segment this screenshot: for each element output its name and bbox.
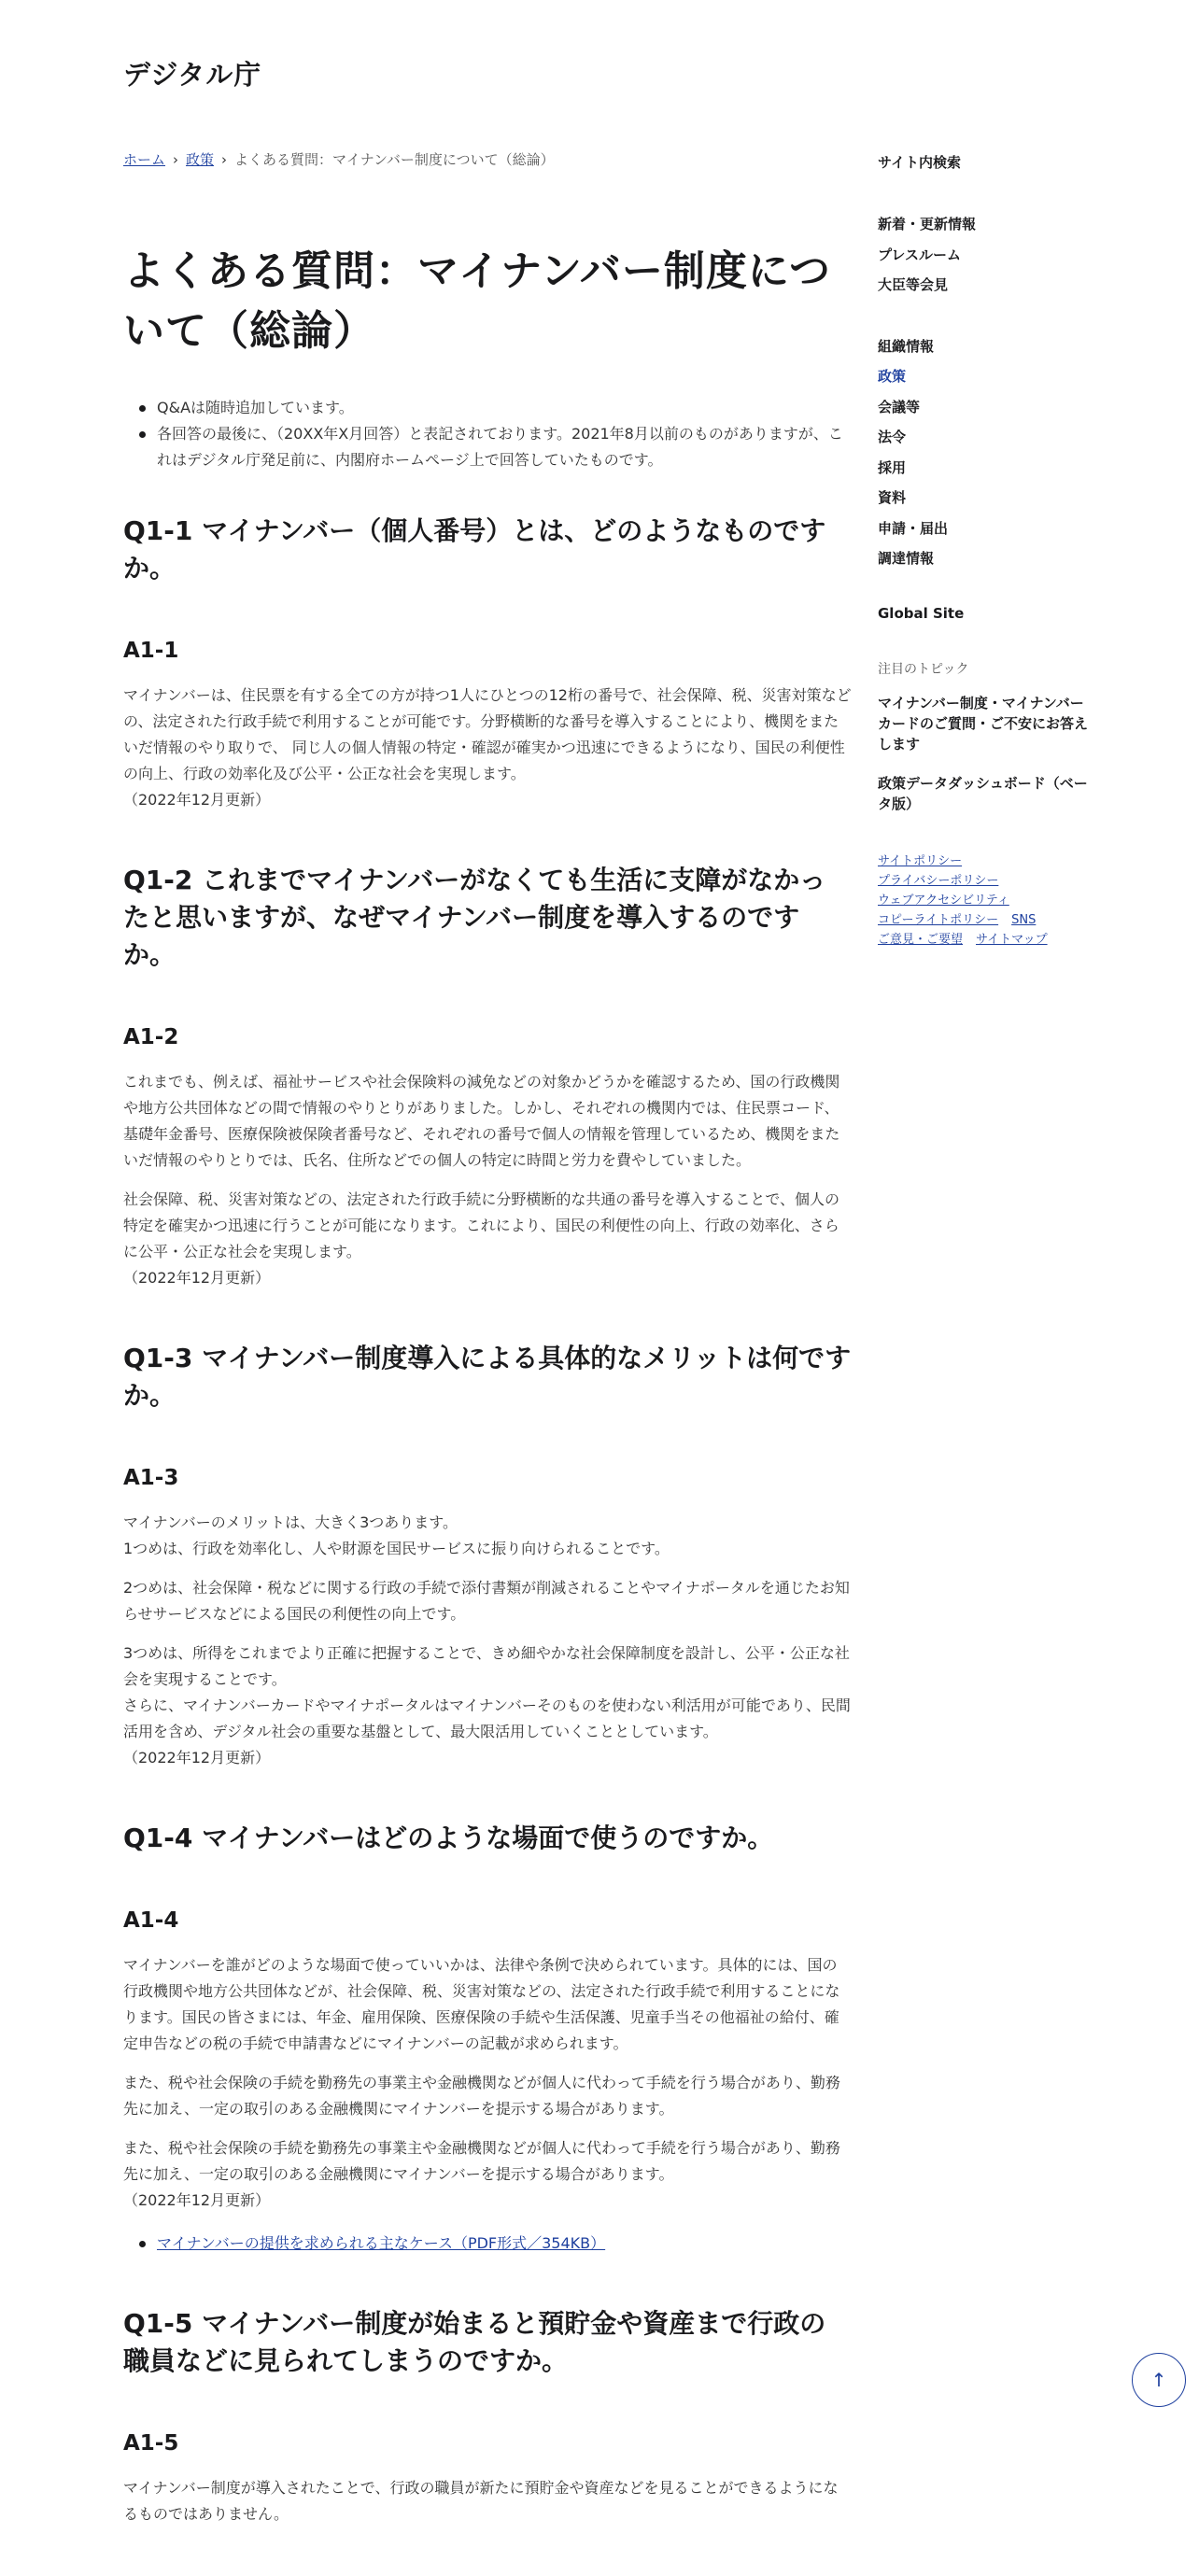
page-title: よくある質問：マイナンバー制度について（総論） bbox=[123, 247, 831, 355]
sidebar-item-procurement[interactable]: 調達情報 bbox=[878, 550, 935, 567]
breadcrumb bbox=[123, 149, 852, 169]
qa-block-1-4 bbox=[123, 1820, 852, 2257]
sidebar-item-pressroom[interactable]: プレスルーム bbox=[878, 246, 961, 263]
answer-paragraph: また、税や社会保険の手続を勤務先の事業主や金融機関などが個人に代わって手続を行う場合があり、勤務先に加え、一定の取引のある金融機関にマイナンバーを提示する場合があります。 bbox=[123, 2074, 840, 2118]
topics-label: 注目のトピック bbox=[878, 661, 969, 677]
intro-item: Q&Aは随時追加しています。 bbox=[123, 395, 852, 421]
sidebar-group-main bbox=[878, 331, 1093, 574]
answer-paragraph: また、税や社会保険の手続を勤務先の事業主や金融機関などが個人に代わって手続を行う場合があり、勤務先に加え、一定の取引のある金融機関にマイナンバーを提示する場合があります。 （2022年12月更新） bbox=[123, 2139, 840, 2209]
privacy-policy-link[interactable]: プライバシーポリシー bbox=[878, 873, 999, 888]
answer-paragraph: マイナンバー制度が導入されたことで、行政の職員が新たに預貯金や資産などを見ることができるようになるものではありません。 bbox=[123, 2479, 839, 2523]
intro-list bbox=[123, 395, 852, 473]
sidebar-item-policy[interactable]: 政策 bbox=[878, 368, 907, 385]
list-item bbox=[123, 2231, 852, 2257]
qa-section bbox=[123, 513, 852, 2527]
question-heading: Q1-5 マイナンバー制度が始まると預貯金や資産まで行政の職員などに見られてしまうのですか。 bbox=[123, 2308, 826, 2376]
answer-paragraph: 社会保障、税、災害対策などの、法定された行政手続に分野横断的な共通の番号を導入することで、個人の特定を確実かつ迅速に行うことが可能になります。これにより、国民の利便性の向上、行政の効率化、さらに公平・公正な社会を実現します。 （2022年12月更新） bbox=[123, 1190, 840, 1287]
chevron-right-icon: › bbox=[221, 150, 228, 168]
answer-heading: A1-4 bbox=[123, 1908, 179, 1933]
breadcrumb-home[interactable]: ホーム bbox=[123, 151, 166, 168]
breadcrumb-policy[interactable]: 政策 bbox=[186, 151, 215, 168]
feedback-link[interactable]: ご意見・ご要望 bbox=[878, 932, 964, 947]
sitemap-link[interactable]: サイトマップ bbox=[976, 932, 1048, 947]
footer-links bbox=[878, 852, 1093, 950]
chevron-right-icon: › bbox=[173, 150, 179, 168]
sidebar-item-materials[interactable]: 資料 bbox=[878, 489, 907, 506]
question-heading: Q1-4 マイナンバーはどのような場面で使うのですか。 bbox=[123, 1823, 774, 1853]
sns-link[interactable]: SNS bbox=[1011, 912, 1037, 927]
question-heading: Q1-2 これまでマイナンバーがなくても生活に支障がなかったと思いますが、なぜマイナンバー制度を導入するのですか。 bbox=[123, 865, 826, 970]
sidebar-item-applications[interactable]: 申請・届出 bbox=[878, 519, 949, 537]
topic-mynumber[interactable]: マイナンバー制度・マイナンバーカードのご質問・ご不安にお答えします bbox=[878, 694, 1089, 753]
arrow-up-icon: ↑ bbox=[1150, 2369, 1167, 2391]
link-list bbox=[123, 2231, 852, 2257]
answer-paragraph: これまでも、例えば、福祉サービスや社会保険料の減免などの対象かどうかを確認するため、国の行政機関や地方公共団体などの間で情報のやりとりがありました。しかし、それぞれの機関内では、住民票コード、基礎年金番号、医療保険被保険者番号など、それぞれの番号で個人の情報を管理しているため、機関をまたいだ情報のやりとりでは、氏名、住所などでの個人の特定に時間と労力を費やしていました。 bbox=[123, 1073, 840, 1169]
answer-heading: A1-2 bbox=[123, 1025, 179, 1049]
site-policy-link[interactable]: サイトポリシー bbox=[878, 853, 963, 868]
question-heading: Q1-1 マイナンバー（個人番号）とは、どのようなものですか。 bbox=[123, 515, 826, 584]
sidebar-item-meetings[interactable]: 会議等 bbox=[878, 398, 921, 415]
intro-item: 各回答の最後に、（20XX年X月回答）と表記されております。2021年8月以前のものがありますが、これはデジタル庁発足前に、内閣府ホームページ上で回答していたものです。 bbox=[123, 421, 852, 473]
sidebar-item-news[interactable]: 新着・更新情報 bbox=[878, 216, 977, 232]
sidebar-item-organization[interactable]: 組織情報 bbox=[878, 337, 935, 355]
accessibility-link[interactable]: ウェブアクセシビリティ bbox=[878, 893, 1009, 908]
back-to-top-button[interactable] bbox=[1132, 2353, 1186, 2407]
sidebar-group-news bbox=[878, 209, 1093, 301]
answer-heading: A1-5 bbox=[123, 2431, 179, 2456]
sidebar-item-laws[interactable]: 法令 bbox=[878, 429, 907, 445]
question-heading: Q1-3 マイナンバー制度導入による具体的なメリットは何ですか。 bbox=[123, 1343, 852, 1411]
global-site-link[interactable]: Global Site bbox=[878, 604, 965, 622]
breadcrumb-current: よくある質問：マイナンバー制度について（総論） bbox=[234, 151, 555, 168]
site-search-link[interactable]: サイト内検索 bbox=[878, 154, 961, 171]
sidebar-item-recruit[interactable]: 採用 bbox=[878, 458, 907, 476]
pdf-link[interactable]: マイナンバーの提供を求められる主なケース（PDF形式／354KB） bbox=[157, 2234, 606, 2252]
answer-paragraph: マイナンバーを誰がどのような場面で使っていいかは、法律や条例で決められています。具体的には、国の行政機関や地方公共団体などが、社会保障、税、災害対策などの、法定された行政手続で利用することになります。国民の皆さまには、年金、雇用保険、医療保険の手続や生活保護、児童手当その他福祉の給付、確定申告などの税の手続で申請書などにマイナンバーの記載が求められます。 bbox=[123, 1956, 840, 2052]
qa-block-1-1 bbox=[123, 513, 852, 813]
sidebar-item-press-conference[interactable]: 大臣等会見 bbox=[878, 276, 949, 293]
answer-paragraph: 3つめは、所得をこれまでより正確に把握することで、きめ細やかな社会保障制度を設計し、公平・公正な社会を実現することです。 さらに、マイナンバーカードやマイナポータルはマイナンバーそのものを使わない利活用が可能であり、民間活用を含め、デジタル社会の重要な基盤として、最大限活用していくこととしています。 （2022年12月更新） bbox=[123, 1644, 851, 1767]
topic-dashboard[interactable]: 政策データダッシュボード（ベータ版） bbox=[878, 774, 1088, 812]
qa-block-1-2 bbox=[123, 862, 852, 1291]
site-logo[interactable]: デジタル庁 bbox=[123, 59, 262, 91]
answer-paragraph: 2つめは、社会保障・税などに関する行政の手続で添付書類が削減されることやマイナポータルを通じたお知らせサービスなどによる国民の利便性の向上です。 bbox=[123, 1579, 850, 1623]
answer-paragraph: マイナンバーのメリットは、大きく3つあります。 1つめは、行政を効率化し、人や財源を国民サービスに振り向けられることです。 bbox=[123, 1513, 670, 1557]
copyright-policy-link[interactable]: コピーライトポリシー bbox=[878, 912, 999, 927]
answer-heading: A1-1 bbox=[123, 639, 179, 663]
main-content bbox=[123, 149, 852, 2576]
answer-heading: A1-3 bbox=[123, 1466, 179, 1490]
qa-block-1-5 bbox=[123, 2305, 852, 2527]
qa-block-1-3 bbox=[123, 1340, 852, 1771]
answer-paragraph: マイナンバーは、住民票を有する全ての方が持つ1人にひとつの12桁の番号で、社会保障、税、災害対策などの、法定された行政手続で利用することが可能です。分野横断的な番号を導入することにより、機関をまたいだ情報のやり取りで、 同じ人の個人情報の特定・確認が確実かつ迅速にできるようになり、国民の利便性の向上、行政の効率化及び公平・公正な社会を実現します。 （2022年12月更新） bbox=[123, 686, 852, 809]
sidebar bbox=[878, 152, 1093, 950]
